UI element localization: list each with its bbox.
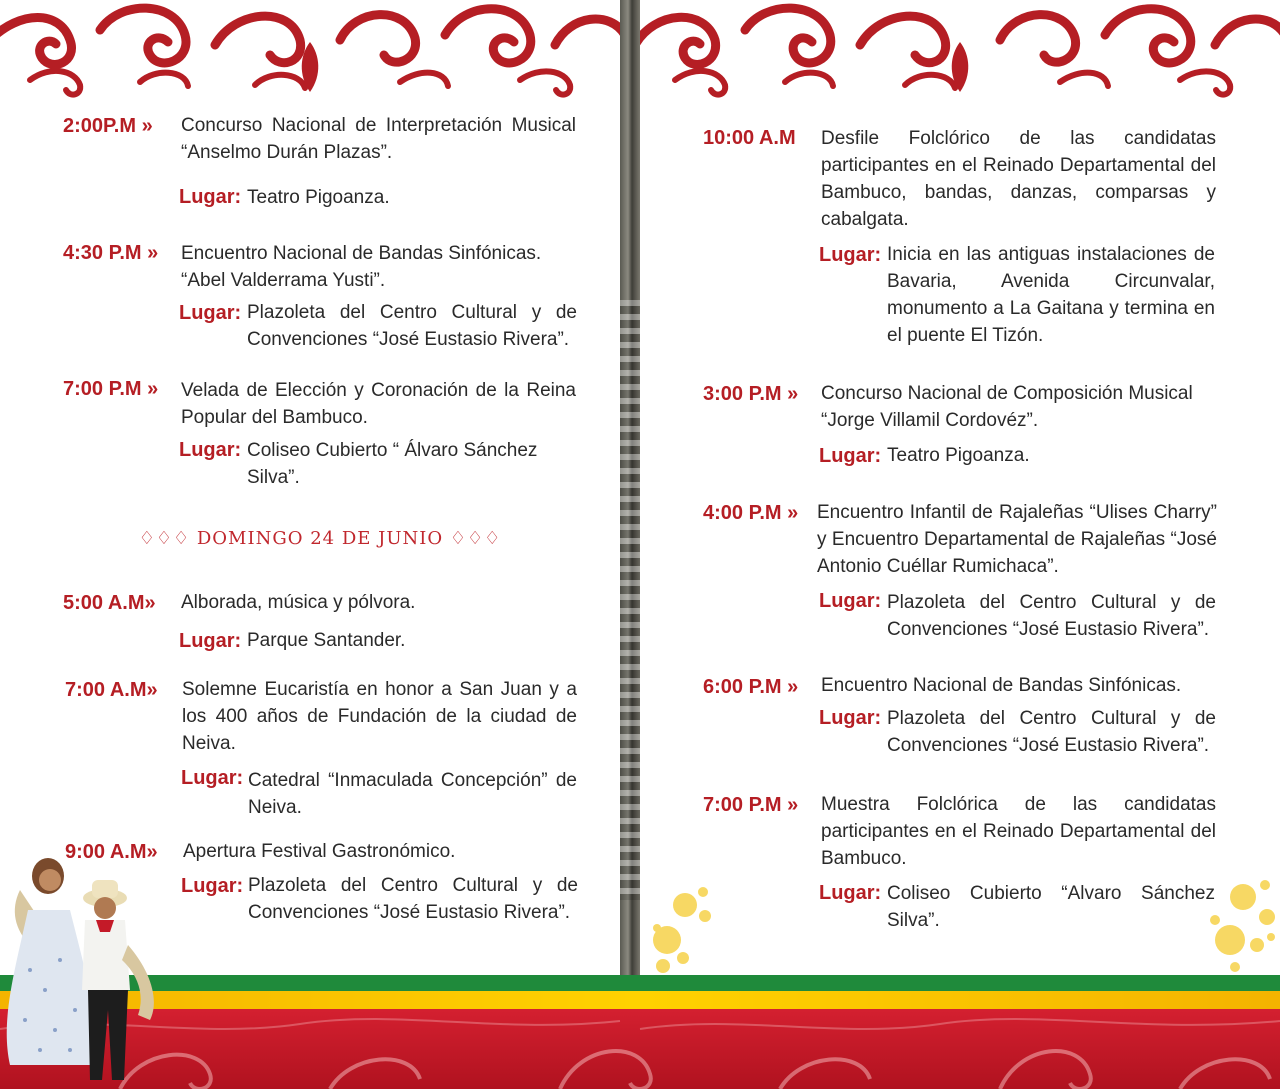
lugar-label: Lugar: bbox=[181, 875, 244, 897]
bubbles-decoration-icon bbox=[645, 880, 725, 980]
event-description: Concurso Nacional de Composición Musical “Jorge Villamil Cordovéz”. bbox=[821, 383, 1193, 431]
lugar-label: Lugar: bbox=[819, 882, 882, 904]
event-location: Teatro Pigoanza. bbox=[887, 445, 1030, 466]
event-time: 7:00 A.M» bbox=[65, 679, 158, 701]
event-time: 6:00 P.M » bbox=[703, 676, 799, 698]
event-time: 2:00P.M » bbox=[63, 115, 153, 137]
event-description: Solemne Eucaristía en honor a San Juan y a los 400 años de Fundación de la ciudad de Neiva. bbox=[182, 679, 577, 754]
event-description: Encuentro Infantil de Rajaleñas “Ulises Charry” y Encuentro Departamental de Rajaleñas “José Antonio Cuéllar Rumichaca”. bbox=[817, 502, 1217, 577]
event-location: Coliseo Cubierto “Alvaro Sánchez Silva”. bbox=[887, 883, 1215, 931]
yellow-band bbox=[0, 991, 1280, 1009]
event-location: Plazoleta del Centro Cultural y de Convenciones “José Eustasio Rivera”. bbox=[247, 302, 577, 350]
top-swirl-ornament-right bbox=[640, 0, 1280, 100]
event-location: Parque Santander. bbox=[247, 630, 406, 651]
event-time: 4:00 P.M » bbox=[703, 502, 799, 524]
event-time: 7:00 P.M » bbox=[703, 794, 799, 816]
top-swirl-ornament-left bbox=[0, 0, 622, 100]
lugar-label: Lugar: bbox=[181, 767, 244, 789]
event-description: Desfile Folclórico de las candidatas participantes en el Reinado Departamental del Bambuco, bandas, danzas, comparsas y cabalgata. bbox=[821, 128, 1216, 230]
lugar-label: Lugar: bbox=[179, 302, 242, 324]
lugar-label: Lugar: bbox=[179, 186, 242, 208]
lugar-label: Lugar: bbox=[179, 630, 242, 652]
day-heading: ♢♢♢ DOMINGO 24 DE JUNIO ♢♢♢ bbox=[138, 528, 502, 549]
event-location: Plazoleta del Centro Cultural y de Convenciones “José Eustasio Rivera”. bbox=[248, 875, 578, 923]
event-description: Apertura Festival Gastronómico. bbox=[183, 841, 456, 862]
event-location: Coliseo Cubierto “ Álvaro Sánchez Silva”. bbox=[247, 440, 538, 488]
event-time: 5:00 A.M» bbox=[63, 592, 156, 614]
lugar-label: Lugar: bbox=[819, 707, 882, 729]
event-description: Velada de Elección y Coronación de la Reina Popular del Bambuco. bbox=[181, 380, 576, 428]
event-time: 10:00 A.M bbox=[703, 127, 796, 149]
lugar-label: Lugar: bbox=[819, 445, 882, 467]
event-location: Teatro Pigoanza. bbox=[247, 187, 390, 208]
event-time: 3:00 P.M » bbox=[703, 383, 799, 405]
lugar-label: Lugar: bbox=[179, 439, 242, 461]
event-description: Encuentro Nacional de Bandas Sinfónicas. “Abel Valderrama Yusti”. bbox=[181, 243, 542, 291]
dancers-photo bbox=[0, 850, 170, 1089]
event-time: 9:00 A.M» bbox=[65, 841, 158, 863]
event-time: 7:00 P.M » bbox=[63, 378, 159, 400]
event-description: Concurso Nacional de Interpretación Musical “Anselmo Durán Plazas”. bbox=[181, 115, 576, 163]
bubbles-decoration-icon bbox=[1205, 875, 1280, 975]
band-swirl-ornament bbox=[0, 1009, 1280, 1089]
event-description: Alborada, música y pólvora. bbox=[181, 592, 416, 613]
lugar-label: Lugar: bbox=[819, 244, 882, 266]
event-time: 4:30 P.M » bbox=[63, 242, 159, 264]
event-location: Inicia en las antiguas instalaciones de Bavaria, Avenida Circunvalar, monumento a La Gaitana y termina en el puente El Tizón. bbox=[887, 244, 1215, 346]
event-location: Plazoleta del Centro Cultural y de Convenciones “José Eustasio Rivera”. bbox=[887, 708, 1216, 756]
lugar-label: Lugar: bbox=[819, 590, 882, 612]
event-location: Plazoleta del Centro Cultural y de Convenciones “José Eustasio Rivera”. bbox=[887, 592, 1216, 640]
green-band bbox=[0, 975, 1280, 991]
event-description: Encuentro Nacional de Bandas Sinfónicas. bbox=[821, 675, 1182, 696]
event-location: Catedral “Inmaculada Concepción” de Neiva. bbox=[248, 770, 577, 818]
event-description: Muestra Folclórica de las candidatas participantes en el Reinado Departamental del Bambuco. bbox=[821, 794, 1216, 869]
